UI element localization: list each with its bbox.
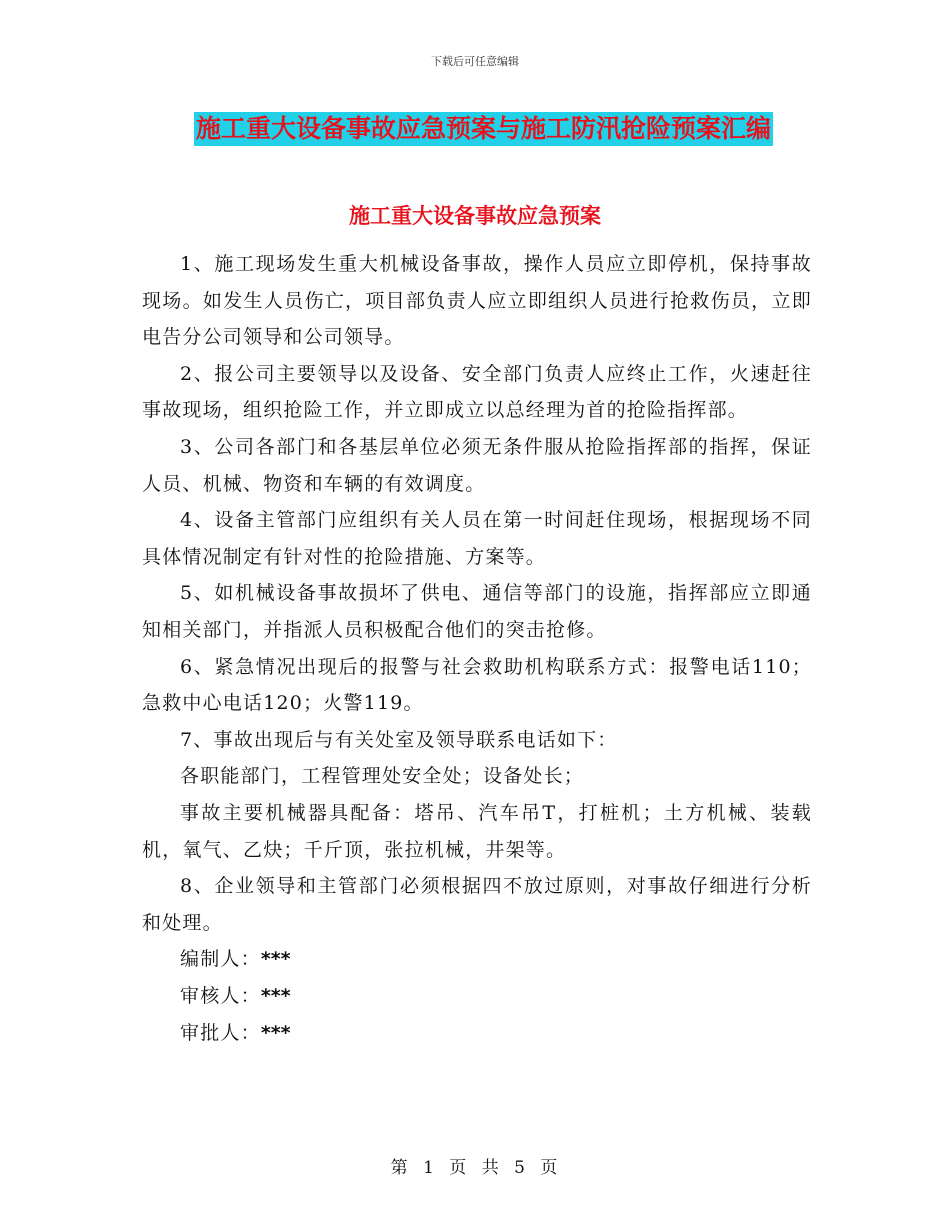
paragraph-2: 2、报公司主要领导以及设备、安全部门负责人应终止工作，火速赶往事故现场，组织抢险工作，并立即成立以总经理为首的抢险指挥部。 — [142, 362, 812, 422]
page-header-note: 下载后可任意编辑 — [431, 55, 519, 68]
signoff-compiler — [142, 941, 812, 978]
signoff-approver — [142, 1015, 812, 1052]
paragraph-contacts: 各职能部门，工程管理处安全处；设备处长； — [180, 765, 585, 788]
signoff-approver-value: *** — [260, 1022, 291, 1045]
paragraph-equipment: 事故主要机械器具配备：塔吊、汽车吊T，打桩机；土方机械、装载机，氧气、乙炔；千斤顶，张拉机械，井架等。 — [142, 801, 812, 861]
document-body — [142, 246, 812, 1052]
document-title: 施工重大设备事故应急预案与施工防汛抢险预案汇编 — [194, 112, 773, 146]
signoff-compiler-label: 编制人： — [180, 948, 261, 971]
paragraph-8: 8、企业领导和主管部门必须根据四不放过原则，对事故仔细进行分析和处理。 — [142, 875, 812, 934]
signoff-reviewer-label: 审核人： — [180, 985, 261, 1008]
page-number: 第 1 页 共 5 页 — [390, 1158, 560, 1178]
signoff-reviewer — [142, 978, 812, 1015]
signoff-reviewer-value: *** — [260, 985, 291, 1008]
signoff-approver-label: 审批人： — [180, 1022, 261, 1045]
paragraph-3: 3、公司各部门和各基层单位必须无条件服从抢险指挥部的指挥，保证人员、机械、物资和车辆的有效调度。 — [142, 435, 812, 495]
signoff-compiler-value: *** — [260, 948, 291, 971]
paragraph-4: 4、设备主管部门应组织有关人员在第一时间赶住现场，根据现场不同具体情况制定有针对性的抢险措施、方案等。 — [142, 509, 812, 568]
paragraph-1: 1、施工现场发生重大机械设备事故，操作人员应立即停机，保持事故现场。如发生人员伤亡，项目部负责人应立即组织人员进行抢救伤员，立即电告分公司领导和公司领导。 — [142, 253, 812, 349]
paragraph-5: 5、如机械设备事故损坏了供电、通信等部门的设施，指挥部应立即通知相关部门，并指派人员积极配合他们的突击抢修。 — [142, 582, 812, 641]
section-title: 施工重大设备事故应急预案 — [349, 203, 601, 228]
paragraph-6: 6、紧急情况出现后的报警与社会救助机构联系方式：报警电话110；急救中心电话120；火警119。 — [142, 655, 812, 715]
paragraph-7: 7、事故出现后与有关处室及领导联系电话如下： — [180, 728, 618, 751]
